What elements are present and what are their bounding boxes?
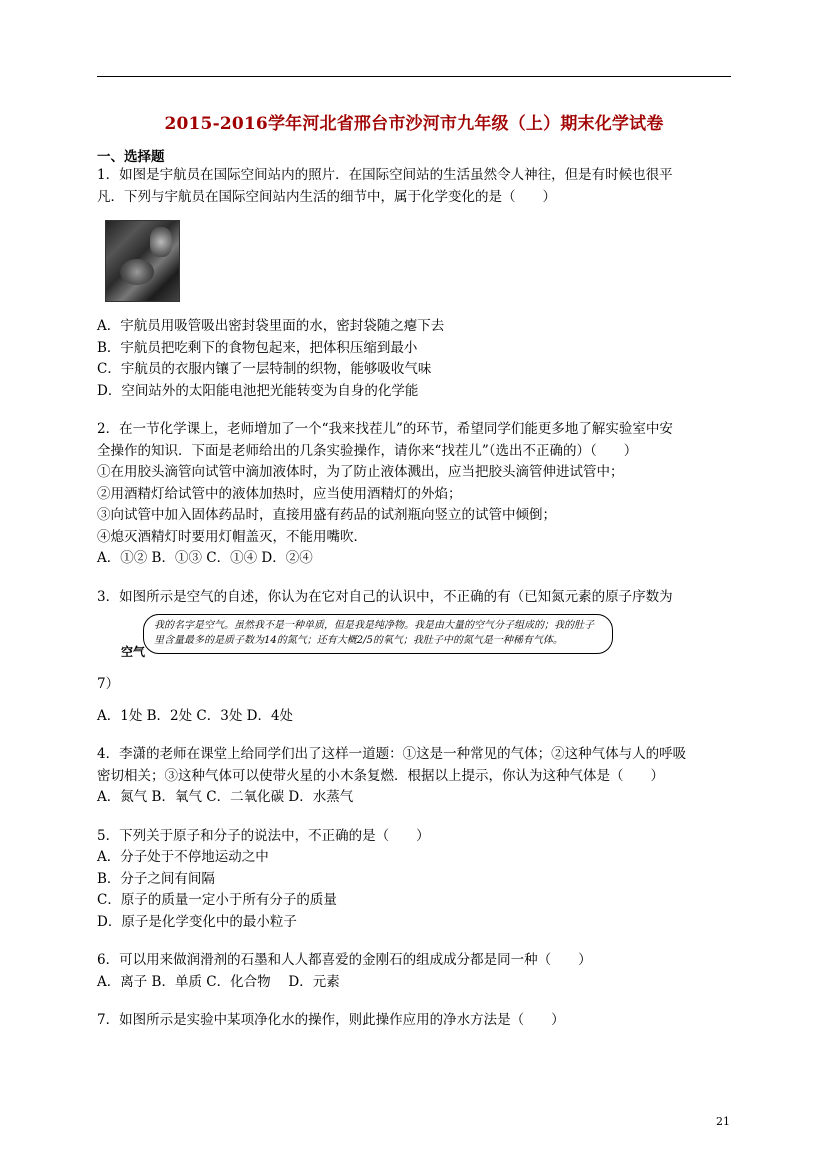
- question-6-options: A．离子 B．单质 C．化合物 D．元素: [97, 973, 340, 990]
- question-6: [97, 950, 737, 993]
- question-2-line-1: 2．在一节化学课上，老师增加了一个“我来找茬儿”的环节，希望同学们能更多地了解实验室中安: [97, 421, 673, 437]
- question-5-line-1: 5．下列关于原子和分子的说法中，不正确的是（ ）: [97, 827, 430, 844]
- question-2-item-3: ③向试管中加入固体药品时，直接用盛有药品的试剂瓶向竖立的试管中倾倒；: [97, 507, 556, 523]
- astronaut-photo: [105, 220, 180, 302]
- question-6-line-1: 6．可以用来做润滑剂的石墨和人人都喜爱的金刚石的组成成分都是同一种（ ）: [97, 952, 592, 968]
- question-4-line-1: 4．李潇的老师在课堂上给同学们出了这样一道题：①这是一种常见的气体；②这种气体与人的呼吸: [97, 746, 687, 762]
- section-heading: 一、选择题: [97, 149, 165, 165]
- air-speech-bubble: 我的名字是空气。虽然我不是一种单质，但是我是纯净物。我是由大量的空气分子组成的；我的肚子里含量最多的是质子数为14的氮气；还有大概2/5的氧气；我肚子中的氮气是一种稀有气体。: [143, 614, 613, 654]
- question-2-item-2: ②用酒精灯给试管中的液体加热时，应当使用酒精灯的外焰；: [97, 485, 462, 502]
- page-title: 2015-2016学年河北省邢台市沙河市九年级（上）期末化学试卷: [164, 114, 664, 134]
- question-1: [97, 165, 737, 402]
- question-5-option-c: C．原子的质量一定小于所有分子的质量: [97, 892, 337, 908]
- question-2-line-2: 全操作的知识．下面是老师给出的几条实验操作，请你来“找茬儿”（选出不正确的）（ ）: [97, 442, 638, 459]
- question-1-line-2: 凡．下列与宇航员在国际空间站内生活的细节中，属于化学变化的是（ ）: [97, 188, 556, 205]
- question-1-line-1: 1．如图是宇航员在国际空间站内的照片．在国际空间站的生活虽然令人神往，但是有时候也很平: [97, 167, 673, 183]
- question-4: [97, 744, 737, 809]
- question-5-option-b: B．分子之间有间隔: [97, 870, 215, 887]
- air-figure-label: 空气: [121, 645, 146, 659]
- air-speech-figure: [101, 614, 621, 666]
- question-5: [97, 826, 737, 934]
- question-2-item-1: ①在用胶头滴管向试管中滴加液体时，为了防止液体溅出，应当把胶头滴管伸进试管中；: [97, 464, 624, 480]
- question-5-option-a: A．分子处于不停地运动之中: [97, 849, 269, 865]
- question-1-option-d: D．空间站外的太阳能电池把光能转变为自身的化学能: [97, 382, 419, 399]
- questions: [97, 165, 737, 1032]
- question-3-line-2: 7）: [97, 676, 120, 692]
- question-1-option-a: A．宇航员用吸管吸出密封袋里面的水，密封袋随之瘪下去: [97, 318, 445, 334]
- question-7-line-1: 7．如图所示是实验中某项净化水的操作，则此操作应用的净水方法是（ ）: [97, 1012, 565, 1028]
- header-rule: [97, 76, 731, 77]
- question-4-line-2: 密切相关；③这种气体可以使带火星的小木条复燃．根据以上提示，你认为这种气体是（ ）: [97, 767, 664, 784]
- question-4-options: A．氮气 B．氧气 C．二氧化碳 D．水蒸气: [97, 789, 354, 805]
- question-1-option-b: B．宇航员把吃剩下的食物包起来，把体积压缩到最小: [97, 339, 418, 356]
- page-number: 21: [716, 1115, 730, 1128]
- question-3: [97, 587, 737, 728]
- question-2-options: A．①② B．①③ C．①④ D．②④: [97, 550, 313, 566]
- question-7: [97, 1010, 737, 1032]
- question-2: [97, 419, 737, 570]
- question-5-option-d: D．原子是化学变化中的最小粒子: [97, 913, 297, 930]
- question-3-options: A．1处 B．2处 C．3处 D．4处: [97, 707, 294, 724]
- question-2-item-4: ④熄灭酒精灯时要用灯帽盖灭，不能用嘴吹．: [97, 528, 367, 545]
- question-3-line-1: 3．如图所示是空气的自述，你认为在它对自己的认识中，不正确的有（已知氮元素的原子序数为: [97, 588, 673, 605]
- question-1-option-c: C．宇航员的衣服内镶了一层特制的织物，能够吸收气味: [97, 361, 432, 377]
